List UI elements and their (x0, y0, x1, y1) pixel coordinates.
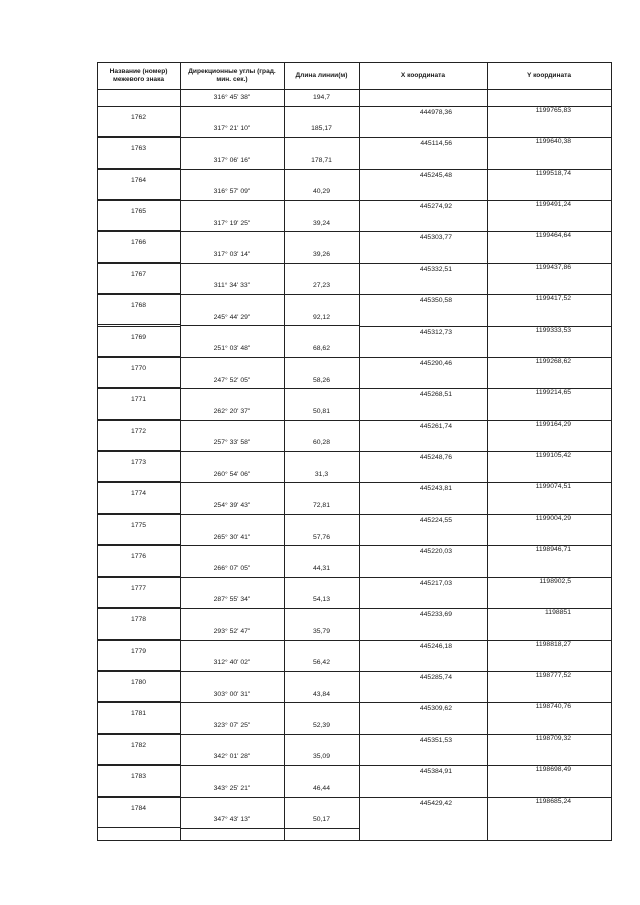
point-name-cell: 1784 (130, 805, 147, 812)
point-name-cell: 1779 (130, 648, 147, 655)
row-divider (97, 608, 180, 609)
row-divider (180, 734, 359, 735)
direction-angle-cell: 317° 06' 16" (213, 157, 251, 164)
x-coordinate-cell: 445246,18 (419, 643, 452, 650)
row-divider (359, 608, 611, 609)
row-divider (359, 514, 611, 515)
line-length-cell: 27,23 (312, 282, 330, 289)
y-coordinate-cell: 1199333,53 (535, 327, 571, 334)
x-coordinate-cell: 445350,58 (419, 297, 452, 304)
row-divider (359, 388, 611, 389)
row-divider (97, 482, 180, 483)
table-border-horizontal (97, 89, 612, 90)
x-coordinate-cell: 445245,48 (419, 172, 452, 179)
point-name-cell: 1769 (130, 334, 147, 341)
row-divider (97, 640, 180, 641)
row-divider (359, 169, 611, 170)
y-coordinate-cell: 1199164,29 (535, 421, 571, 428)
row-divider (180, 545, 359, 546)
x-coordinate-cell: 445332,51 (419, 266, 452, 273)
point-name-cell: 1776 (130, 553, 147, 560)
direction-angle-cell: 323° 07' 25" (213, 722, 251, 729)
row-divider (97, 671, 180, 672)
direction-angle-cell: 347° 43' 13" (213, 816, 251, 823)
y-coordinate-cell: 1198740,76 (535, 703, 571, 710)
row-divider (359, 294, 611, 295)
x-coordinate-cell: 445114,56 (420, 140, 452, 147)
y-coordinate-cell: 1199640,38 (535, 138, 571, 145)
point-name-cell: 1771 (130, 396, 147, 403)
line-length-cell: 68,62 (312, 345, 330, 352)
row-divider (180, 765, 359, 766)
line-length-cell: 57,76 (312, 534, 330, 541)
line-length-cell: 52,39 (312, 722, 330, 729)
line-length-cell: 43,84 (312, 691, 330, 698)
y-coordinate-cell: 1198777,52 (535, 672, 571, 679)
direction-angle-cell: 251° 03' 48" (213, 345, 251, 352)
point-name-cell: 1763 (130, 145, 147, 152)
point-name-cell: 1781 (130, 710, 147, 717)
y-coordinate-cell: 1199491,24 (535, 201, 571, 208)
y-coordinate-cell: 1199518,74 (535, 170, 571, 177)
y-coordinate-cell: 1199074,51 (535, 483, 571, 490)
line-length-cell: 46,44 (312, 785, 330, 792)
row-divider (97, 137, 180, 138)
row-divider (97, 169, 180, 170)
row-divider (180, 200, 359, 201)
row-divider (359, 734, 611, 735)
row-divider (359, 640, 611, 641)
direction-angle-cell: 317° 03' 14" (213, 251, 251, 258)
x-coordinate-cell: 445285,74 (419, 674, 452, 681)
y-coordinate-cell: 1198698,49 (535, 766, 571, 773)
point-name-cell: 1773 (130, 459, 147, 466)
point-name-cell: 1762 (130, 114, 147, 121)
row-divider (359, 231, 611, 232)
row-divider (359, 577, 611, 578)
header-y-coordinate: Y координата (526, 72, 572, 79)
row-divider (180, 357, 359, 358)
y-coordinate-cell: 1198685,24 (535, 798, 571, 805)
table-border-horizontal (97, 840, 612, 841)
row-divider (359, 326, 611, 327)
line-length-cell: 185,17 (311, 125, 332, 132)
line-length-cell: 50,81 (312, 408, 330, 415)
point-name-cell: 1767 (130, 271, 147, 278)
y-coordinate-cell: 1199004,29 (535, 515, 571, 522)
row-divider (97, 765, 180, 766)
y-coordinate-cell: 1199268,62 (535, 358, 571, 365)
line-length-cell: 50,17 (312, 816, 330, 823)
direction-angle-cell: 262° 20' 37" (213, 408, 251, 415)
point-name-cell: 1777 (130, 585, 147, 592)
point-name-cell: 1780 (130, 679, 147, 686)
direction-angle-cell: 311° 34' 33" (213, 282, 251, 289)
row-divider (180, 577, 359, 578)
row-divider (180, 137, 359, 138)
row-divider (97, 545, 180, 546)
row-divider (359, 482, 611, 483)
row-divider (180, 325, 359, 326)
line-length-cell: 194,7 (312, 94, 330, 101)
line-length-cell: 44,31 (312, 565, 330, 572)
x-coordinate-cell: 445309,62 (419, 705, 452, 712)
header-direction-angle: Дирекционные углы (град. мин. сек.) (188, 68, 276, 83)
direction-angle-cell: 247° 52' 05" (213, 377, 251, 384)
row-divider (180, 106, 359, 107)
row-divider (97, 324, 180, 325)
row-divider (97, 388, 180, 389)
row-divider (180, 608, 359, 609)
row-divider (359, 671, 611, 672)
row-divider (97, 797, 180, 798)
direction-angle-cell: 343° 25' 21" (213, 785, 251, 792)
direction-angle-cell: 293° 52' 47" (213, 628, 251, 635)
direction-angle-cell: 312° 40' 02" (213, 659, 251, 666)
y-coordinate-cell: 1198902,5 (539, 578, 571, 585)
line-length-cell: 58,26 (312, 377, 330, 384)
direction-angle-cell: 317° 19' 25" (213, 220, 251, 227)
point-name-cell: 1768 (130, 302, 147, 309)
y-coordinate-cell: 1199464,64 (535, 232, 571, 239)
y-coordinate-cell: 1198818,27 (535, 641, 571, 648)
row-divider (359, 357, 611, 358)
y-coordinate-cell: 1198851 (545, 609, 571, 616)
y-coordinate-cell: 1198946,71 (535, 546, 571, 553)
row-divider (180, 169, 359, 170)
row-divider (97, 200, 180, 201)
row-divider (359, 200, 611, 201)
row-divider (97, 420, 180, 421)
direction-angle-cell: 260° 54' 06" (213, 471, 251, 478)
row-divider (97, 231, 180, 232)
point-name-cell: 1764 (130, 177, 147, 184)
direction-angle-cell: 266° 07' 05" (213, 565, 251, 572)
row-divider (180, 388, 359, 389)
line-length-cell: 39,26 (312, 251, 330, 258)
y-coordinate-cell: 1199105,42 (535, 452, 571, 459)
point-name-cell: 1765 (130, 208, 147, 215)
table-border-horizontal (97, 62, 612, 63)
direction-angle-cell: 265° 30' 41" (213, 534, 251, 541)
row-divider (180, 514, 359, 515)
y-coordinate-cell: 1198709,32 (535, 735, 571, 742)
x-coordinate-cell: 445248,76 (419, 454, 452, 461)
direction-angle-cell: 342° 01' 28" (213, 753, 251, 760)
line-length-cell: 39,24 (312, 220, 330, 227)
direction-angle-cell: 287° 55' 34" (213, 596, 251, 603)
row-divider (97, 451, 180, 452)
y-coordinate-cell: 1199214,65 (535, 389, 571, 396)
line-length-cell: 54,13 (312, 596, 330, 603)
direction-angle-cell: 245° 44' 29" (213, 314, 251, 321)
point-name-cell: 1774 (130, 490, 147, 497)
row-divider (359, 545, 611, 546)
row-divider (97, 702, 180, 703)
x-coordinate-cell: 444978,36 (419, 109, 452, 116)
direction-angle-cell: 303° 00' 31" (213, 691, 251, 698)
direction-angle-cell: 257° 33' 58" (213, 439, 251, 446)
row-divider (359, 765, 611, 766)
row-divider (97, 734, 180, 735)
row-divider (180, 671, 359, 672)
row-divider (359, 420, 611, 421)
line-length-cell: 72,81 (312, 502, 330, 509)
row-divider (97, 263, 180, 264)
point-name-cell: 1783 (130, 773, 147, 780)
y-coordinate-cell: 1199417,52 (535, 295, 571, 302)
row-divider (180, 828, 359, 829)
row-divider (180, 797, 359, 798)
row-divider (359, 137, 611, 138)
direction-angle-cell: 316° 57' 09" (213, 188, 251, 195)
line-length-cell: 60,28 (312, 439, 330, 446)
row-divider (97, 106, 180, 107)
x-coordinate-cell: 445351,53 (419, 737, 452, 744)
direction-angle-cell: 317° 21' 10" (213, 125, 251, 132)
line-length-cell: 56,42 (312, 659, 330, 666)
x-coordinate-cell: 445217,03 (419, 580, 452, 587)
header-line-length: Длина линии(м) (295, 72, 348, 79)
point-name-cell: 1775 (130, 522, 147, 529)
x-coordinate-cell: 445261,74 (419, 423, 452, 430)
header-x-coordinate: X координата (400, 72, 446, 79)
row-divider (97, 514, 180, 515)
line-length-cell: 92,12 (312, 314, 330, 321)
row-divider (359, 451, 611, 452)
line-length-cell: 40,29 (312, 188, 330, 195)
x-coordinate-cell: 445268,51 (419, 391, 452, 398)
row-divider (97, 357, 180, 358)
row-divider (359, 106, 611, 107)
y-coordinate-cell: 1199437,86 (535, 264, 571, 271)
x-coordinate-cell: 445243,81 (419, 485, 452, 492)
row-divider (359, 702, 611, 703)
point-name-cell: 1772 (130, 428, 147, 435)
row-divider (97, 326, 180, 327)
row-divider (97, 294, 180, 295)
row-divider (180, 294, 359, 295)
x-coordinate-cell: 445384,91 (419, 768, 452, 775)
row-divider (180, 640, 359, 641)
x-coordinate-cell: 445312,73 (419, 329, 452, 336)
header-point-name: Название (номер) межевого знака (109, 68, 168, 83)
row-divider (180, 451, 359, 452)
line-length-cell: 178,71 (311, 157, 332, 164)
row-divider (359, 797, 611, 798)
line-length-cell: 35,79 (312, 628, 330, 635)
row-divider (97, 577, 180, 578)
row-divider (180, 702, 359, 703)
y-coordinate-cell: 1199765,83 (535, 107, 571, 114)
row-divider (97, 827, 180, 828)
line-length-cell: 35,09 (312, 753, 330, 760)
table-border-vertical (611, 62, 612, 840)
point-name-cell: 1770 (130, 365, 147, 372)
x-coordinate-cell: 445224,55 (419, 517, 452, 524)
x-coordinate-cell: 445220,03 (419, 548, 452, 555)
row-divider (180, 482, 359, 483)
x-coordinate-cell: 445233,69 (419, 611, 452, 618)
x-coordinate-cell: 445290,46 (419, 360, 452, 367)
line-length-cell: 31,3 (314, 471, 329, 478)
row-divider (180, 263, 359, 264)
point-name-cell: 1778 (130, 616, 147, 623)
x-coordinate-cell: 445429,42 (419, 800, 452, 807)
point-name-cell: 1766 (130, 239, 147, 246)
x-coordinate-cell: 445274,92 (419, 203, 452, 210)
row-divider (180, 420, 359, 421)
row-divider (180, 231, 359, 232)
direction-angle-cell: 254° 39' 43" (213, 502, 251, 509)
x-coordinate-cell: 445303,77 (419, 234, 452, 241)
row-divider (359, 263, 611, 264)
point-name-cell: 1782 (130, 742, 147, 749)
direction-angle-cell: 316° 45' 38" (213, 94, 251, 101)
